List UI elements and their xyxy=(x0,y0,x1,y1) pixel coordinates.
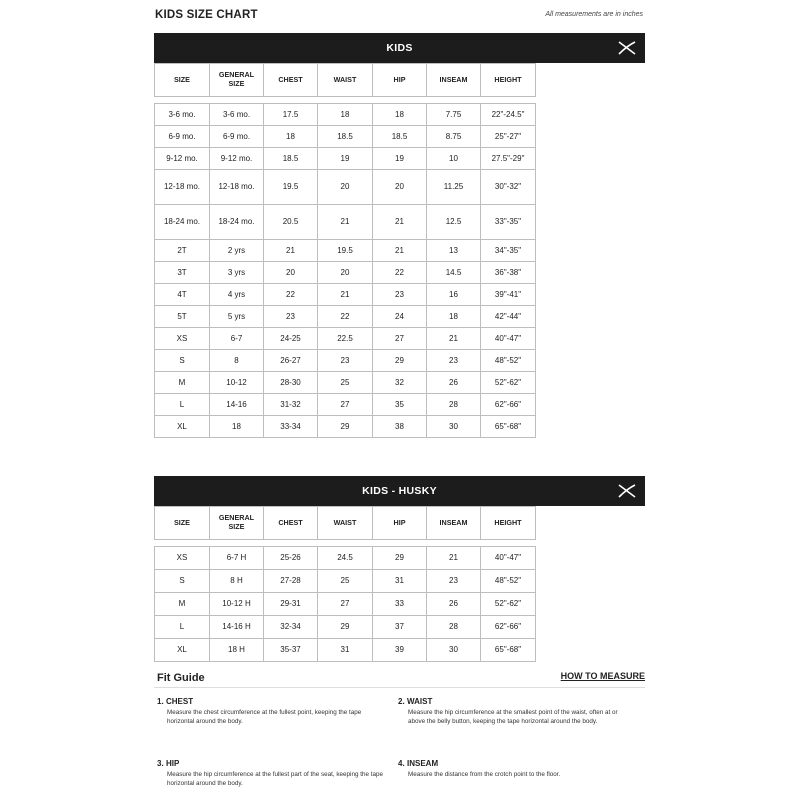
cell-hip: 32 xyxy=(373,372,427,394)
cell-chest: 27-28 xyxy=(264,570,318,593)
cell-waist: 21 xyxy=(318,205,373,240)
husky-chart-title: KIDS - HUSKY xyxy=(362,485,437,497)
cell-inseam: 7.75 xyxy=(427,104,481,126)
column-header-chest: CHEST xyxy=(264,507,318,540)
cell-chest: 22 xyxy=(264,284,318,306)
cell-inseam: 26 xyxy=(427,372,481,394)
cell-hip: 39 xyxy=(373,639,427,662)
fit-item-text: Measure the distance from the crotch point to the floor. xyxy=(408,771,561,778)
cell-size: 9-12 mo. xyxy=(155,148,210,170)
fit-item-label: HIP xyxy=(166,759,180,768)
cell-inseam: 13 xyxy=(427,240,481,262)
cell-size: 3T xyxy=(155,262,210,284)
cell-hip: 18.5 xyxy=(373,126,427,148)
table-row xyxy=(155,262,536,284)
cell-chest: 33-34 xyxy=(264,416,318,438)
fit-guide-divider xyxy=(154,687,645,688)
fit-item-text: Measure the chest circumference at the fullest point, keeping the tape horizontal around the body. xyxy=(167,709,362,725)
cell-chest: 18.5 xyxy=(264,148,318,170)
cell-chest: 18 xyxy=(264,126,318,148)
cell-waist: 20 xyxy=(318,170,373,205)
cell-height: 27.5"-29" xyxy=(481,148,536,170)
measurement-note: All measurements are in inches xyxy=(545,11,643,18)
table-row xyxy=(155,328,536,350)
cell-height: 65"-68" xyxy=(481,639,536,662)
table-row xyxy=(155,639,536,662)
cell-hip: 35 xyxy=(373,394,427,416)
table-row xyxy=(155,306,536,328)
cell-height: 48"-52" xyxy=(481,350,536,372)
cell-height: 30"-32" xyxy=(481,170,536,205)
cell-size: S xyxy=(155,350,210,372)
cell-waist: 25 xyxy=(318,570,373,593)
brand-logo-icon xyxy=(618,40,636,56)
cell-inseam: 21 xyxy=(427,547,481,570)
kids-size-chart xyxy=(154,33,645,461)
fit-item-number: 4. xyxy=(398,759,405,768)
brand-logo-icon xyxy=(618,483,636,499)
cell-waist: 27 xyxy=(318,394,373,416)
cell-inseam: 21 xyxy=(427,328,481,350)
table-row xyxy=(155,205,536,240)
cell-waist: 18 xyxy=(318,104,373,126)
cell-waist: 29 xyxy=(318,616,373,639)
cell-general-size: 14-16 xyxy=(210,394,264,416)
fit-item-text: Measure the hip circumference at the smallest point of the waist, often at or above the belly button, keeping the tape horizontal around the body. xyxy=(408,709,618,725)
cell-chest: 21 xyxy=(264,240,318,262)
cell-general-size: 18 xyxy=(210,416,264,438)
cell-chest: 32-34 xyxy=(264,616,318,639)
column-header-height: HEIGHT xyxy=(481,64,536,97)
kids-size-table xyxy=(154,63,536,438)
cell-height: 22"-24.5" xyxy=(481,104,536,126)
cell-waist: 18.5 xyxy=(318,126,373,148)
cell-waist: 25 xyxy=(318,372,373,394)
cell-size: 5T xyxy=(155,306,210,328)
cell-waist: 19 xyxy=(318,148,373,170)
cell-inseam: 30 xyxy=(427,639,481,662)
cell-hip: 29 xyxy=(373,547,427,570)
cell-general-size: 2 yrs xyxy=(210,240,264,262)
cell-inseam: 10 xyxy=(427,148,481,170)
cell-waist: 20 xyxy=(318,262,373,284)
fit-item-label: WAIST xyxy=(407,697,433,706)
fit-item-text: Measure the hip circumference at the fullest part of the seat, keeping the tape horizontal around the body. xyxy=(167,771,383,787)
cell-chest: 26-27 xyxy=(264,350,318,372)
cell-height: 52"-62" xyxy=(481,593,536,616)
cell-hip: 38 xyxy=(373,416,427,438)
column-header-size: SIZE xyxy=(155,507,210,540)
cell-size: 6-9 mo. xyxy=(155,126,210,148)
cell-chest: 19.5 xyxy=(264,170,318,205)
cell-hip: 18 xyxy=(373,104,427,126)
cell-waist: 19.5 xyxy=(318,240,373,262)
cell-waist: 23 xyxy=(318,350,373,372)
cell-inseam: 30 xyxy=(427,416,481,438)
cell-chest: 28-30 xyxy=(264,372,318,394)
cell-inseam: 23 xyxy=(427,350,481,372)
table-row xyxy=(155,240,536,262)
cell-chest: 24-25 xyxy=(264,328,318,350)
cell-waist: 22.5 xyxy=(318,328,373,350)
cell-general-size: 8 H xyxy=(210,570,264,593)
husky-size-table xyxy=(154,506,536,662)
cell-hip: 33 xyxy=(373,593,427,616)
cell-inseam: 11.25 xyxy=(427,170,481,205)
husky-header-row xyxy=(155,507,536,540)
cell-size: 3-6 mo. xyxy=(155,104,210,126)
cell-inseam: 14.5 xyxy=(427,262,481,284)
fit-item-label: INSEAM xyxy=(407,759,439,768)
cell-inseam: 8.75 xyxy=(427,126,481,148)
cell-hip: 37 xyxy=(373,616,427,639)
column-header-hip: HIP xyxy=(373,507,427,540)
cell-general-size: 10-12 xyxy=(210,372,264,394)
cell-size: XL xyxy=(155,416,210,438)
cell-general-size: 6-9 mo. xyxy=(210,126,264,148)
cell-general-size: 6-7 xyxy=(210,328,264,350)
cell-general-size: 5 yrs xyxy=(210,306,264,328)
cell-inseam: 28 xyxy=(427,394,481,416)
cell-size: XS xyxy=(155,547,210,570)
table-row xyxy=(155,170,536,205)
cell-height: 52"-62" xyxy=(481,372,536,394)
cell-height: 48"-52" xyxy=(481,570,536,593)
cell-hip: 29 xyxy=(373,350,427,372)
cell-general-size: 3 yrs xyxy=(210,262,264,284)
cell-chest: 17.5 xyxy=(264,104,318,126)
cell-size: 12-18 mo. xyxy=(155,170,210,205)
cell-hip: 22 xyxy=(373,262,427,284)
cell-hip: 23 xyxy=(373,284,427,306)
fit-item-number: 3. xyxy=(157,759,164,768)
cell-size: 18-24 mo. xyxy=(155,205,210,240)
cell-general-size: 3-6 mo. xyxy=(210,104,264,126)
cell-waist: 31 xyxy=(318,639,373,662)
cell-hip: 19 xyxy=(373,148,427,170)
cell-chest: 20.5 xyxy=(264,205,318,240)
how-to-measure-link[interactable]: HOW TO MEASURE xyxy=(560,671,645,681)
fit-item-number: 2. xyxy=(398,697,405,706)
cell-size: S xyxy=(155,570,210,593)
kids-chart-title: KIDS xyxy=(386,42,413,54)
column-header-waist: WAIST xyxy=(318,64,373,97)
cell-height: 39"-41" xyxy=(481,284,536,306)
table-row xyxy=(155,104,536,126)
cell-hip: 21 xyxy=(373,240,427,262)
husky-size-chart xyxy=(154,476,645,662)
cell-hip: 21 xyxy=(373,205,427,240)
cell-waist: 27 xyxy=(318,593,373,616)
table-spacer-row xyxy=(155,97,536,104)
cell-inseam: 26 xyxy=(427,593,481,616)
cell-chest: 35-37 xyxy=(264,639,318,662)
cell-general-size: 14-16 H xyxy=(210,616,264,639)
cell-chest: 23 xyxy=(264,306,318,328)
cell-inseam: 12.5 xyxy=(427,205,481,240)
cell-inseam: 23 xyxy=(427,570,481,593)
cell-hip: 24 xyxy=(373,306,427,328)
fit-item-inseam xyxy=(398,759,628,779)
table-row xyxy=(155,593,536,616)
cell-waist: 22 xyxy=(318,306,373,328)
cell-height: 36"-38" xyxy=(481,262,536,284)
cell-size: L xyxy=(155,616,210,639)
cell-general-size: 6-7 H xyxy=(210,547,264,570)
page-title: KIDS SIZE CHART xyxy=(155,9,258,21)
table-row xyxy=(155,416,536,438)
table-row xyxy=(155,148,536,170)
table-row xyxy=(155,616,536,639)
cell-height: 40"-47" xyxy=(481,328,536,350)
fit-item-hip xyxy=(157,759,387,788)
cell-height: 42"-44" xyxy=(481,306,536,328)
column-header-size: SIZE xyxy=(155,64,210,97)
column-header-hip: HIP xyxy=(373,64,427,97)
column-header-chest: CHEST xyxy=(264,64,318,97)
cell-hip: 27 xyxy=(373,328,427,350)
cell-height: 34"-35" xyxy=(481,240,536,262)
cell-general-size: 18 H xyxy=(210,639,264,662)
cell-waist: 24.5 xyxy=(318,547,373,570)
column-header-inseam: INSEAM xyxy=(427,64,481,97)
table-row xyxy=(155,570,536,593)
table-row xyxy=(155,126,536,148)
cell-chest: 31-32 xyxy=(264,394,318,416)
cell-general-size: 18-24 mo. xyxy=(210,205,264,240)
cell-general-size: 12-18 mo. xyxy=(210,170,264,205)
cell-height: 65"-68" xyxy=(481,416,536,438)
cell-size: XS xyxy=(155,328,210,350)
cell-height: 62"-66" xyxy=(481,616,536,639)
column-header-height: HEIGHT xyxy=(481,507,536,540)
table-row xyxy=(155,350,536,372)
cell-size: M xyxy=(155,593,210,616)
cell-size: M xyxy=(155,372,210,394)
column-header-inseam: INSEAM xyxy=(427,507,481,540)
table-row xyxy=(155,284,536,306)
cell-hip: 20 xyxy=(373,170,427,205)
cell-size: XL xyxy=(155,639,210,662)
cell-general-size: 4 yrs xyxy=(210,284,264,306)
cell-height: 40"-47" xyxy=(481,547,536,570)
kids-chart-header xyxy=(154,33,645,63)
fit-item-number: 1. xyxy=(157,697,164,706)
cell-general-size: 10-12 H xyxy=(210,593,264,616)
cell-chest: 29-31 xyxy=(264,593,318,616)
fit-item-label: CHEST xyxy=(166,697,194,706)
column-header-general-size: GENERAL SIZE xyxy=(210,64,264,97)
column-header-waist: WAIST xyxy=(318,507,373,540)
cell-inseam: 28 xyxy=(427,616,481,639)
cell-waist: 29 xyxy=(318,416,373,438)
table-row xyxy=(155,394,536,416)
table-row xyxy=(155,547,536,570)
cell-height: 62"-66" xyxy=(481,394,536,416)
cell-inseam: 16 xyxy=(427,284,481,306)
cell-height: 25"-27" xyxy=(481,126,536,148)
cell-chest: 20 xyxy=(264,262,318,284)
cell-inseam: 18 xyxy=(427,306,481,328)
table-row xyxy=(155,372,536,394)
cell-general-size: 8 xyxy=(210,350,264,372)
cell-size: 4T xyxy=(155,284,210,306)
kids-header-row xyxy=(155,64,536,97)
table-spacer-row xyxy=(155,540,536,547)
fit-item-chest xyxy=(157,697,387,726)
cell-chest: 25-26 xyxy=(264,547,318,570)
cell-height: 33"-35" xyxy=(481,205,536,240)
column-header-general-size: GENERAL SIZE xyxy=(210,507,264,540)
cell-hip: 31 xyxy=(373,570,427,593)
cell-general-size: 9-12 mo. xyxy=(210,148,264,170)
fit-guide-title: Fit Guide xyxy=(157,672,205,684)
cell-size: 2T xyxy=(155,240,210,262)
husky-chart-header xyxy=(154,476,645,506)
cell-size: L xyxy=(155,394,210,416)
fit-item-waist xyxy=(398,697,628,726)
cell-waist: 21 xyxy=(318,284,373,306)
